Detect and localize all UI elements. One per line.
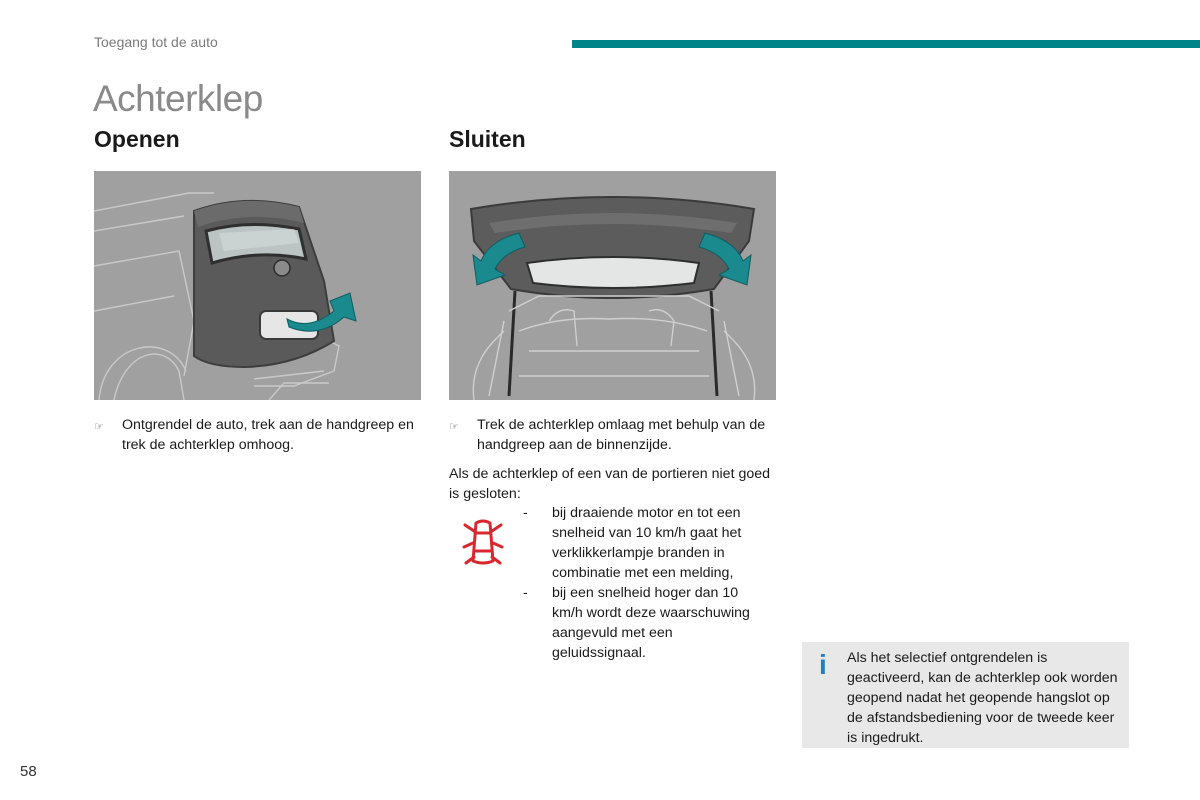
list-item: [523, 583, 768, 663]
sluiten-heading: Sluiten: [449, 126, 526, 152]
header-rule: [572, 40, 1200, 48]
warning-intro: Als de achterklep of een van de portieren niet goed is gesloten:: [449, 466, 771, 502]
list-dash: -: [523, 505, 528, 521]
pointing-hand-icon: ☞: [449, 421, 459, 433]
close-instruction: [449, 415, 779, 455]
info-icon: i: [819, 649, 827, 680]
list-item: [523, 503, 768, 583]
door-open-warning-icon: [461, 517, 505, 567]
tailgate-open-illustration: [94, 171, 421, 400]
section-label: Toegang tot de auto: [94, 34, 218, 50]
close-instruction-text: Trek de achterklep omlaag met behulp van de handgreep aan de binnenzijde.: [477, 417, 766, 453]
list-dash: -: [523, 585, 528, 601]
open-instruction: [94, 415, 424, 455]
page-number: 58: [20, 763, 37, 780]
info-text: Als het selectief ontgrendelen is geactiveerd, kan de achterklep ook worden geopend nadat het geopende hangslot op de afstandsbediening voor de tweede keer is ingedrukt.: [847, 650, 1118, 746]
page-title: Achterklep: [93, 78, 263, 119]
tailgate-close-illustration: [449, 171, 776, 400]
list-item-text: bij een snelheid hoger dan 10 km/h wordt deze waarschuwing aangevuld met een geluidssignaal.: [552, 585, 750, 661]
info-box: [802, 642, 1129, 748]
open-instruction-text: Ontgrendel de auto, trek aan de handgreep en trek de achterklep omhoog.: [122, 417, 414, 453]
pointing-hand-icon: ☞: [94, 421, 104, 433]
list-item-text: bij draaiende motor en tot een snelheid van 10 km/h gaat het verklikkerlampje branden in combinatie met een melding,: [552, 505, 742, 581]
warning-list: [523, 503, 768, 663]
openen-heading: Openen: [94, 126, 180, 152]
